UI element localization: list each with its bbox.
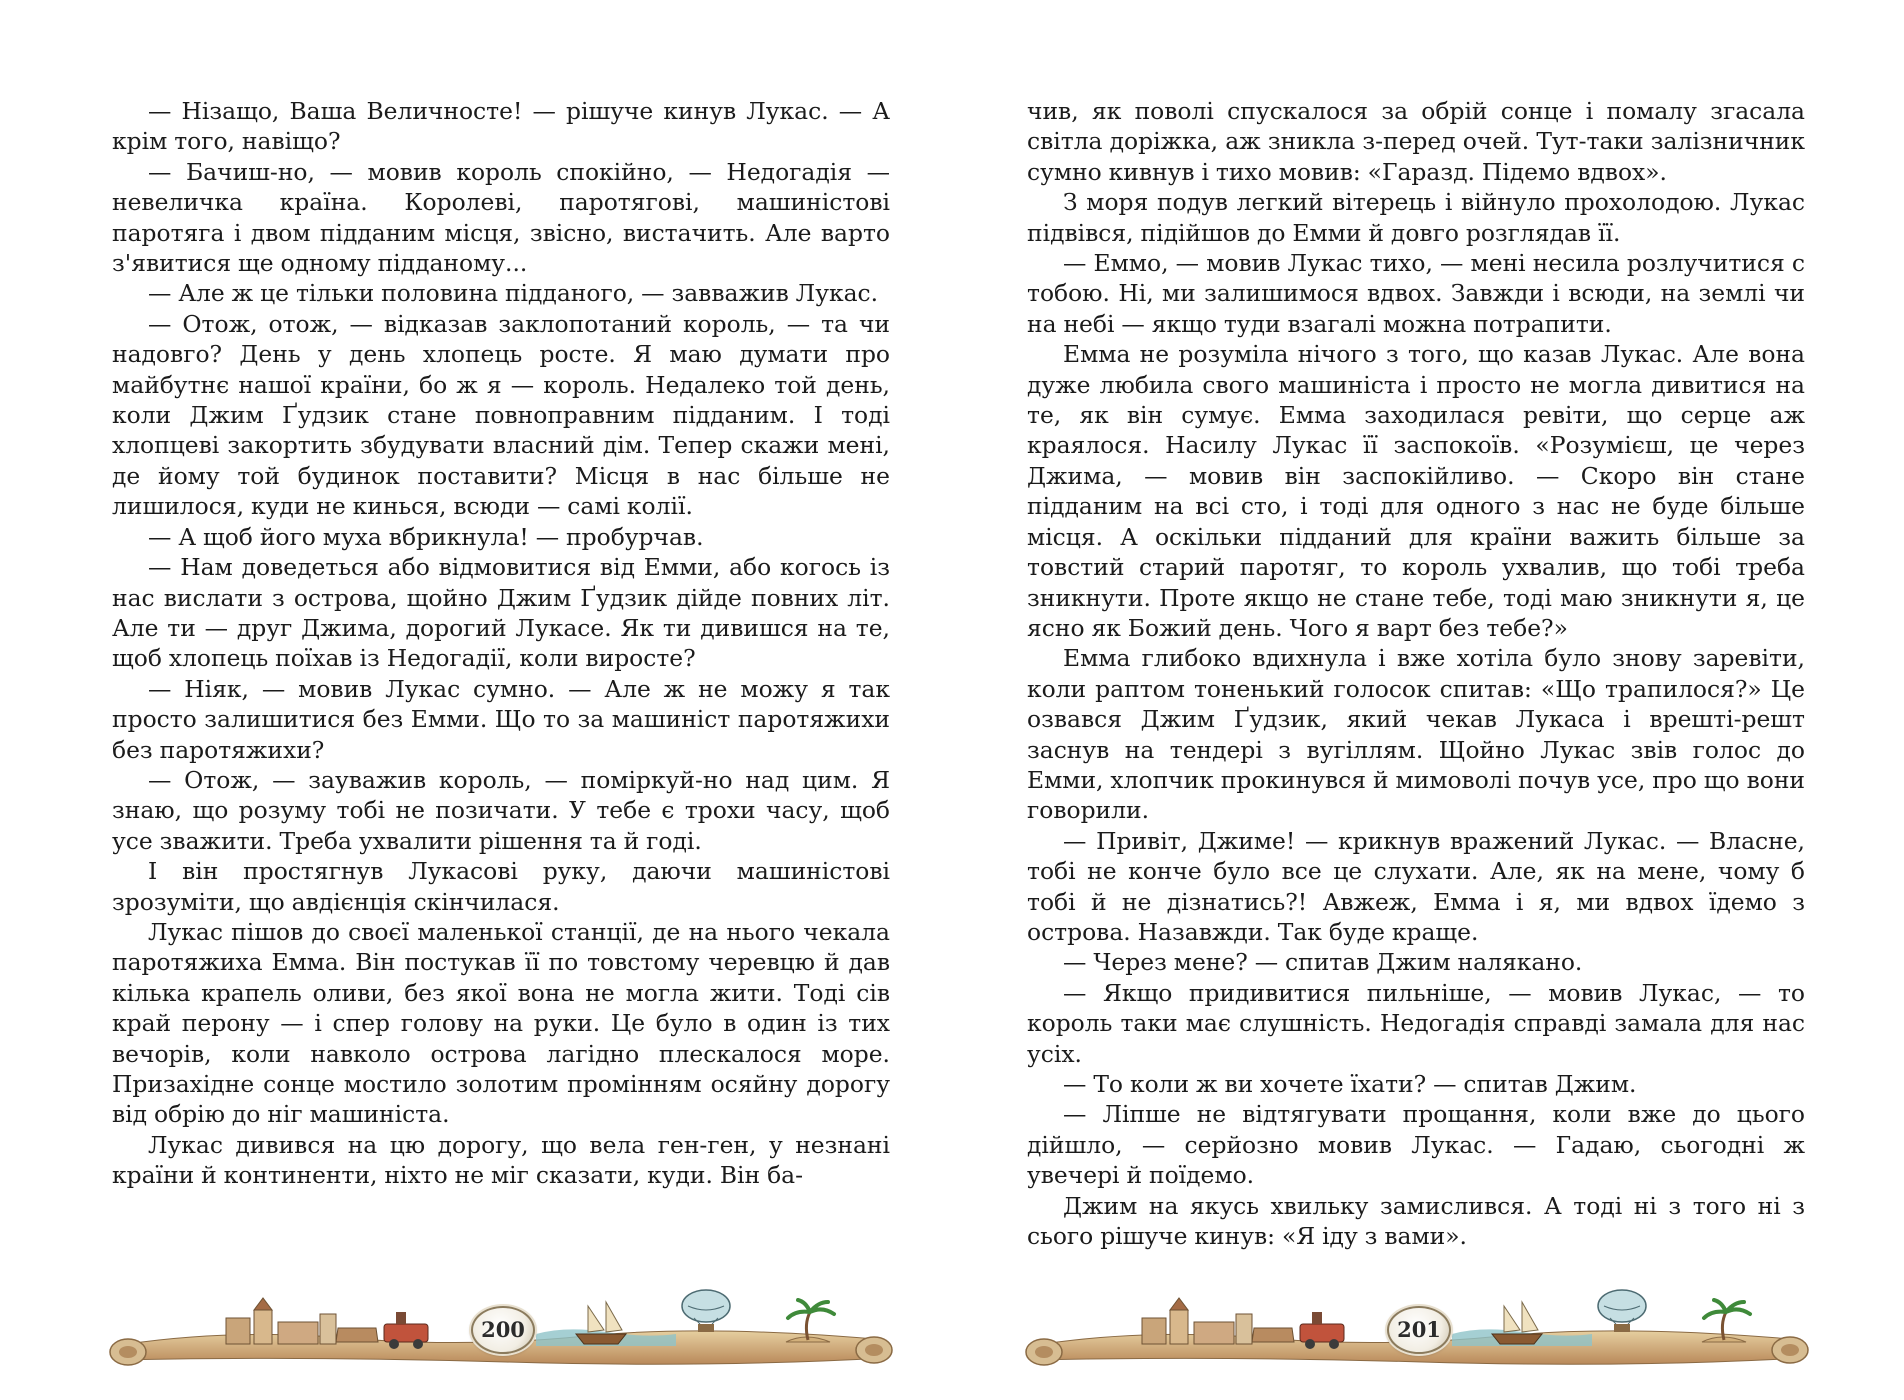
paragraph: — Отож, отож, — відказав заклопотаний король, — та чи надовго? День у день хлопець росте. Я маю думати про майбутнє нашої країни, бо ж я — король. Недалеко той день, коли Джим Ґудзик стане повноправним підданим. І тоді хлопцеві закортить збудувати власний дім. Тепер скажи мені, де йому той будинок поставити? Місця в нас більше не лишилося, куди не кинься, всюди — самі колії.	[112, 309, 890, 521]
paragraph: чив, як поволі спускалося за обрій сонце і помалу згасала світла доріжка, аж зникла з-перед очей. Тут-таки залізничник сумно кивнув і тихо мовив: «Гаразд. Підемо вдвох».	[1027, 97, 1805, 186]
paragraph: — Але ж це тільки половина підданого, — завважив Лукас.	[148, 279, 879, 308]
paragraph: Емма не розуміла нічого з того, що казав Лукас. Але вона дуже любила свого машиніста і просто не могла дивитися на те, як він сумує. Емма заходилася ревіти, що серце аж краялося. Насилу Лукас її заспокоїв. «Розумієш, це через Джима, — мовив він заспокійливо. — Скоро він стане підданим на всі сто, і тоді для одного з нас не буде більше місця. А оскільки підданий для країни важить більше за товстий старий паротяг, то король ухвалив, що тобі треба зникнути. Проте якщо не стане тебе, тоді маю зникнути я, це ясно як Божий день. Чого я варт без тебе?»	[1027, 340, 1805, 642]
paragraph: — Отож, — зауважив король, — поміркуй-но над цим. Я знаю, що розуму тобі не позичати. У тебе є трохи часу, щоб усе зважити. Треба ухвалити рішення та й годі.	[112, 765, 890, 855]
right-page-text	[1027, 96, 1805, 1251]
paragraph: — Нам доведеться або відмовитися від Емми, або когось із нас вислати з острова, щойно Джим Ґудзик дійде повних літ. Але ти — друг Джима, дорогий Лукасе. Як ти дивишся на те, щоб хлопець поїхав із Недогадії, коли виросте?	[112, 553, 890, 673]
paragraph: — Бачиш-но, — мовив король спокійно, — Недогадія — невеличка країна. Королеві, паротяговi, машиністові паротяга і двом підданим місця, звісно, вистачить. Але варто з'явитися ще одному підданому...	[112, 157, 890, 278]
paragraph: — То коли ж ви хочете їхати? — спитав Джим.	[1063, 1070, 1637, 1098]
paragraph: І він простягнув Лукасові руку, даючи машиністові зрозуміти, що авдієнція скінчилася.	[112, 857, 890, 916]
paragraph: — А щоб його муха вбрикнула! — пробурчав.	[148, 522, 704, 551]
paragraph: Лукас дивився на цю дорогу, що вела ген-ген, у незнані країни й континенти, ніхто не міг сказати, куди. Він ба-	[112, 1130, 890, 1190]
paragraph: Лукас пішов до своєї маленької станції, де на нього чекала паротяжиха Емма. Він постукав її по товстому черевцю й дав кілька крапель оливи, без якої вона не могла жити. Тоді сів край перону — і спер голову на руки. Це було в один із тих вечорів, коли навколо острова лагідно плескалося море. Призахідне сонце мостило золотим промінням осяйну дорогу від обрію до ніг машиніста.	[112, 917, 890, 1129]
footer-illustration	[1022, 1284, 1812, 1370]
footer-illustration	[106, 1284, 896, 1370]
paragraph: Емма глибоко вдихнула і вже хотіла було знову заревіти, коли раптом тоненький голосок спитав: «Що трапилося?» Це озвався Джим Ґудзик, який чекав Лукаса і врешті-решт заснув на тендері з вугіллям. Щойно Лукас звів голос до Емми, хлопчик прокинувся й мимоволі почув усе, про що вони говорили.	[1027, 644, 1805, 825]
paragraph: — Якщо придивитися пильніше, — мовив Лукас, — то король таки має слушність. Недогадія справді замала для нас усіх.	[1027, 978, 1805, 1068]
paragraph: — Ліпше не відтягувати прощання, коли вже до цього дійшло, — серйозно мовив Лукас. — Гадаю, сьогодні ж увечері й поїдемо.	[1027, 1100, 1805, 1190]
left-page-text	[112, 96, 890, 1191]
paragraph: — Привіт, Джиме! — крикнув вражений Лукас. — Власне, тобі не конче було все це слухати. Але, як на мене, чому б тобі й не дізнатись?! Авжеж, Емма і я, ми вдвох їдемо з острова. Назавжди. Так буде краще.	[1027, 826, 1805, 946]
paragraph: З моря подув легкий вітерець і війнуло прохолодою. Лукас підвівся, підійшов до Емми й довго розглядав її.	[1027, 188, 1805, 247]
paragraph: Джим на якусь хвильку замислився. А тоді ні з того ні з сього рішуче кинув: «Я іду з вами».	[1027, 1191, 1805, 1251]
paragraph: — Ніяк, — мовив Лукас сумно. — Але ж не можу я так просто залишитися без Емми. Що то за машиніст паротяжихи без паротяжихи?	[112, 674, 890, 764]
paragraph: — Еммо, — мовив Лукас тихо, — мені несила розлучитися с тобою. Ні, ми залишимося вдвох. Завжди і всюди, на землі чи на небі — якщо туди взагалі можна потрапити.	[1027, 249, 1805, 338]
paragraph: — Нізащо, Ваша Величносте! — рішуче кинув Лукас. — А крім того, навіщо?	[112, 97, 890, 156]
page-number: 200	[471, 1306, 535, 1354]
paragraph: — Через мене? — спитав Джим налякано.	[1063, 948, 1583, 977]
page-number: 201	[1387, 1306, 1451, 1354]
